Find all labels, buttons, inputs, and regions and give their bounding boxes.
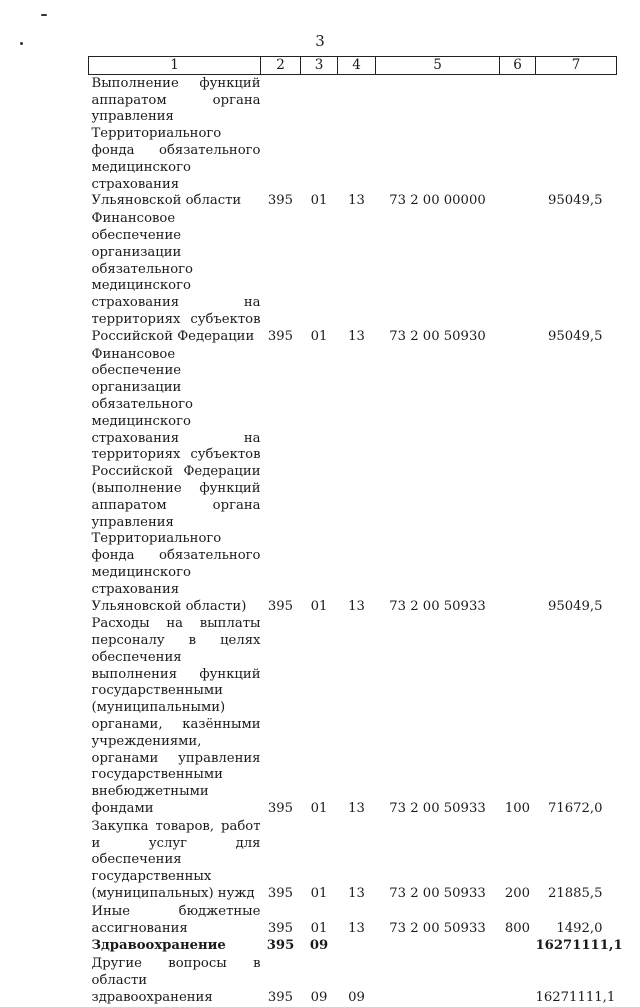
row-subsection: 13: [348, 801, 365, 817]
row-section: 01: [310, 598, 328, 614]
header-col-6: 6: [500, 57, 536, 75]
row-section: 01: [310, 801, 328, 817]
row-admin-code: 395: [267, 598, 294, 614]
row-section: 09: [310, 989, 328, 1005]
row-target-article: [376, 955, 500, 1006]
header-col-3: 3: [301, 57, 338, 75]
header-col-1: 1: [89, 57, 261, 75]
scan-speck: [41, 14, 47, 16]
table-row: [89, 615, 617, 818]
row-admin-code: 395: [266, 938, 295, 954]
row-expense-type: [500, 937, 536, 955]
row-name: Финансовое обеспечение организации обязательного медицинского страхования на территориях субъектов Российской Федерации (выполнение функций аппаратом органа управления Территориального фонда обязательного медицинского страхования Ульяновской области): [91, 346, 261, 614]
table-row: [89, 955, 617, 1006]
row-expense-type: 100: [504, 801, 531, 817]
row-expense-type: [500, 210, 536, 345]
row-target-article: 73 2 00 50933: [389, 920, 486, 936]
row-name: Закупка товаров, работ и услуг для обеспечения государственных (муниципальных) нужд: [91, 818, 261, 902]
row-expense-type: 800: [504, 920, 531, 936]
row-amount: 71672,0: [547, 801, 603, 817]
row-amount: 95049,5: [547, 193, 603, 209]
row-target-article: 73 2 00 50933: [389, 801, 486, 817]
header-col-2: 2: [261, 57, 301, 75]
row-admin-code: 395: [267, 886, 294, 902]
page-number: 3: [315, 32, 325, 50]
table-row: [89, 210, 617, 345]
row-section: 09: [309, 938, 329, 954]
row-name: Финансовое обеспечение организации обязательного медицинского страхования на территориях субъектов Российской Федерации: [91, 211, 261, 344]
row-admin-code: 395: [267, 989, 294, 1005]
row-expense-type: 200: [504, 886, 531, 902]
row-name: Выполнение функций аппаратом органа управления Территориального фонда обязательного медицинского страхования Ульяновской области: [91, 75, 261, 209]
row-section: 01: [310, 886, 328, 902]
row-name: Другие вопросы в области здравоохранения: [91, 956, 261, 1005]
table-row: [89, 903, 617, 938]
row-target-article: 73 2 00 50933: [389, 598, 486, 614]
row-amount: 16271111,1: [535, 989, 616, 1005]
row-section: 01: [310, 920, 328, 936]
row-section: 01: [310, 193, 328, 209]
row-target-article: 73 2 00 00000: [389, 193, 486, 209]
row-subsection: 13: [348, 193, 365, 209]
row-subsection: 13: [348, 328, 365, 344]
row-section: 01: [310, 328, 328, 344]
row-amount: 16271111,1: [535, 938, 623, 954]
row-target-article: [376, 937, 500, 955]
table-row-section-total: [89, 937, 617, 955]
header-col-4: 4: [338, 57, 376, 75]
row-admin-code: 395: [267, 328, 294, 344]
row-name: Здравоохранение: [91, 938, 226, 954]
row-name: Расходы на выплаты персоналу в целях обеспечения выполнения функций государственными (муниципальными) органами, казёнными учреждениями, органами управления государственными внебюджетными фондами: [91, 616, 261, 817]
row-amount: 95049,5: [547, 328, 603, 344]
row-expense-type: [500, 955, 536, 1006]
row-name: Иные бюджетные ассигнования: [91, 903, 261, 936]
row-admin-code: 395: [267, 193, 294, 209]
row-subsection: 13: [348, 598, 365, 614]
table-row: [89, 346, 617, 616]
row-amount: 1492,0: [556, 920, 603, 936]
table-header-row: [89, 57, 617, 75]
row-admin-code: 395: [267, 801, 294, 817]
row-target-article: 73 2 00 50933: [389, 886, 486, 902]
row-target-article: 73 2 00 50930: [389, 328, 486, 344]
header-col-5: 5: [376, 57, 500, 75]
table-row: [89, 74, 617, 210]
row-subsection: 13: [348, 920, 365, 936]
row-subsection: [338, 937, 376, 955]
row-admin-code: 395: [267, 920, 294, 936]
row-subsection: 13: [348, 886, 365, 902]
row-amount: 21885,5: [547, 886, 603, 902]
row-expense-type: [500, 346, 536, 616]
row-amount: 95049,5: [547, 598, 603, 614]
row-subsection: 09: [348, 989, 365, 1005]
budget-table: [88, 56, 623, 1007]
row-expense-type: [500, 74, 536, 210]
table-row: [89, 818, 617, 903]
header-col-7: 7: [536, 57, 617, 75]
